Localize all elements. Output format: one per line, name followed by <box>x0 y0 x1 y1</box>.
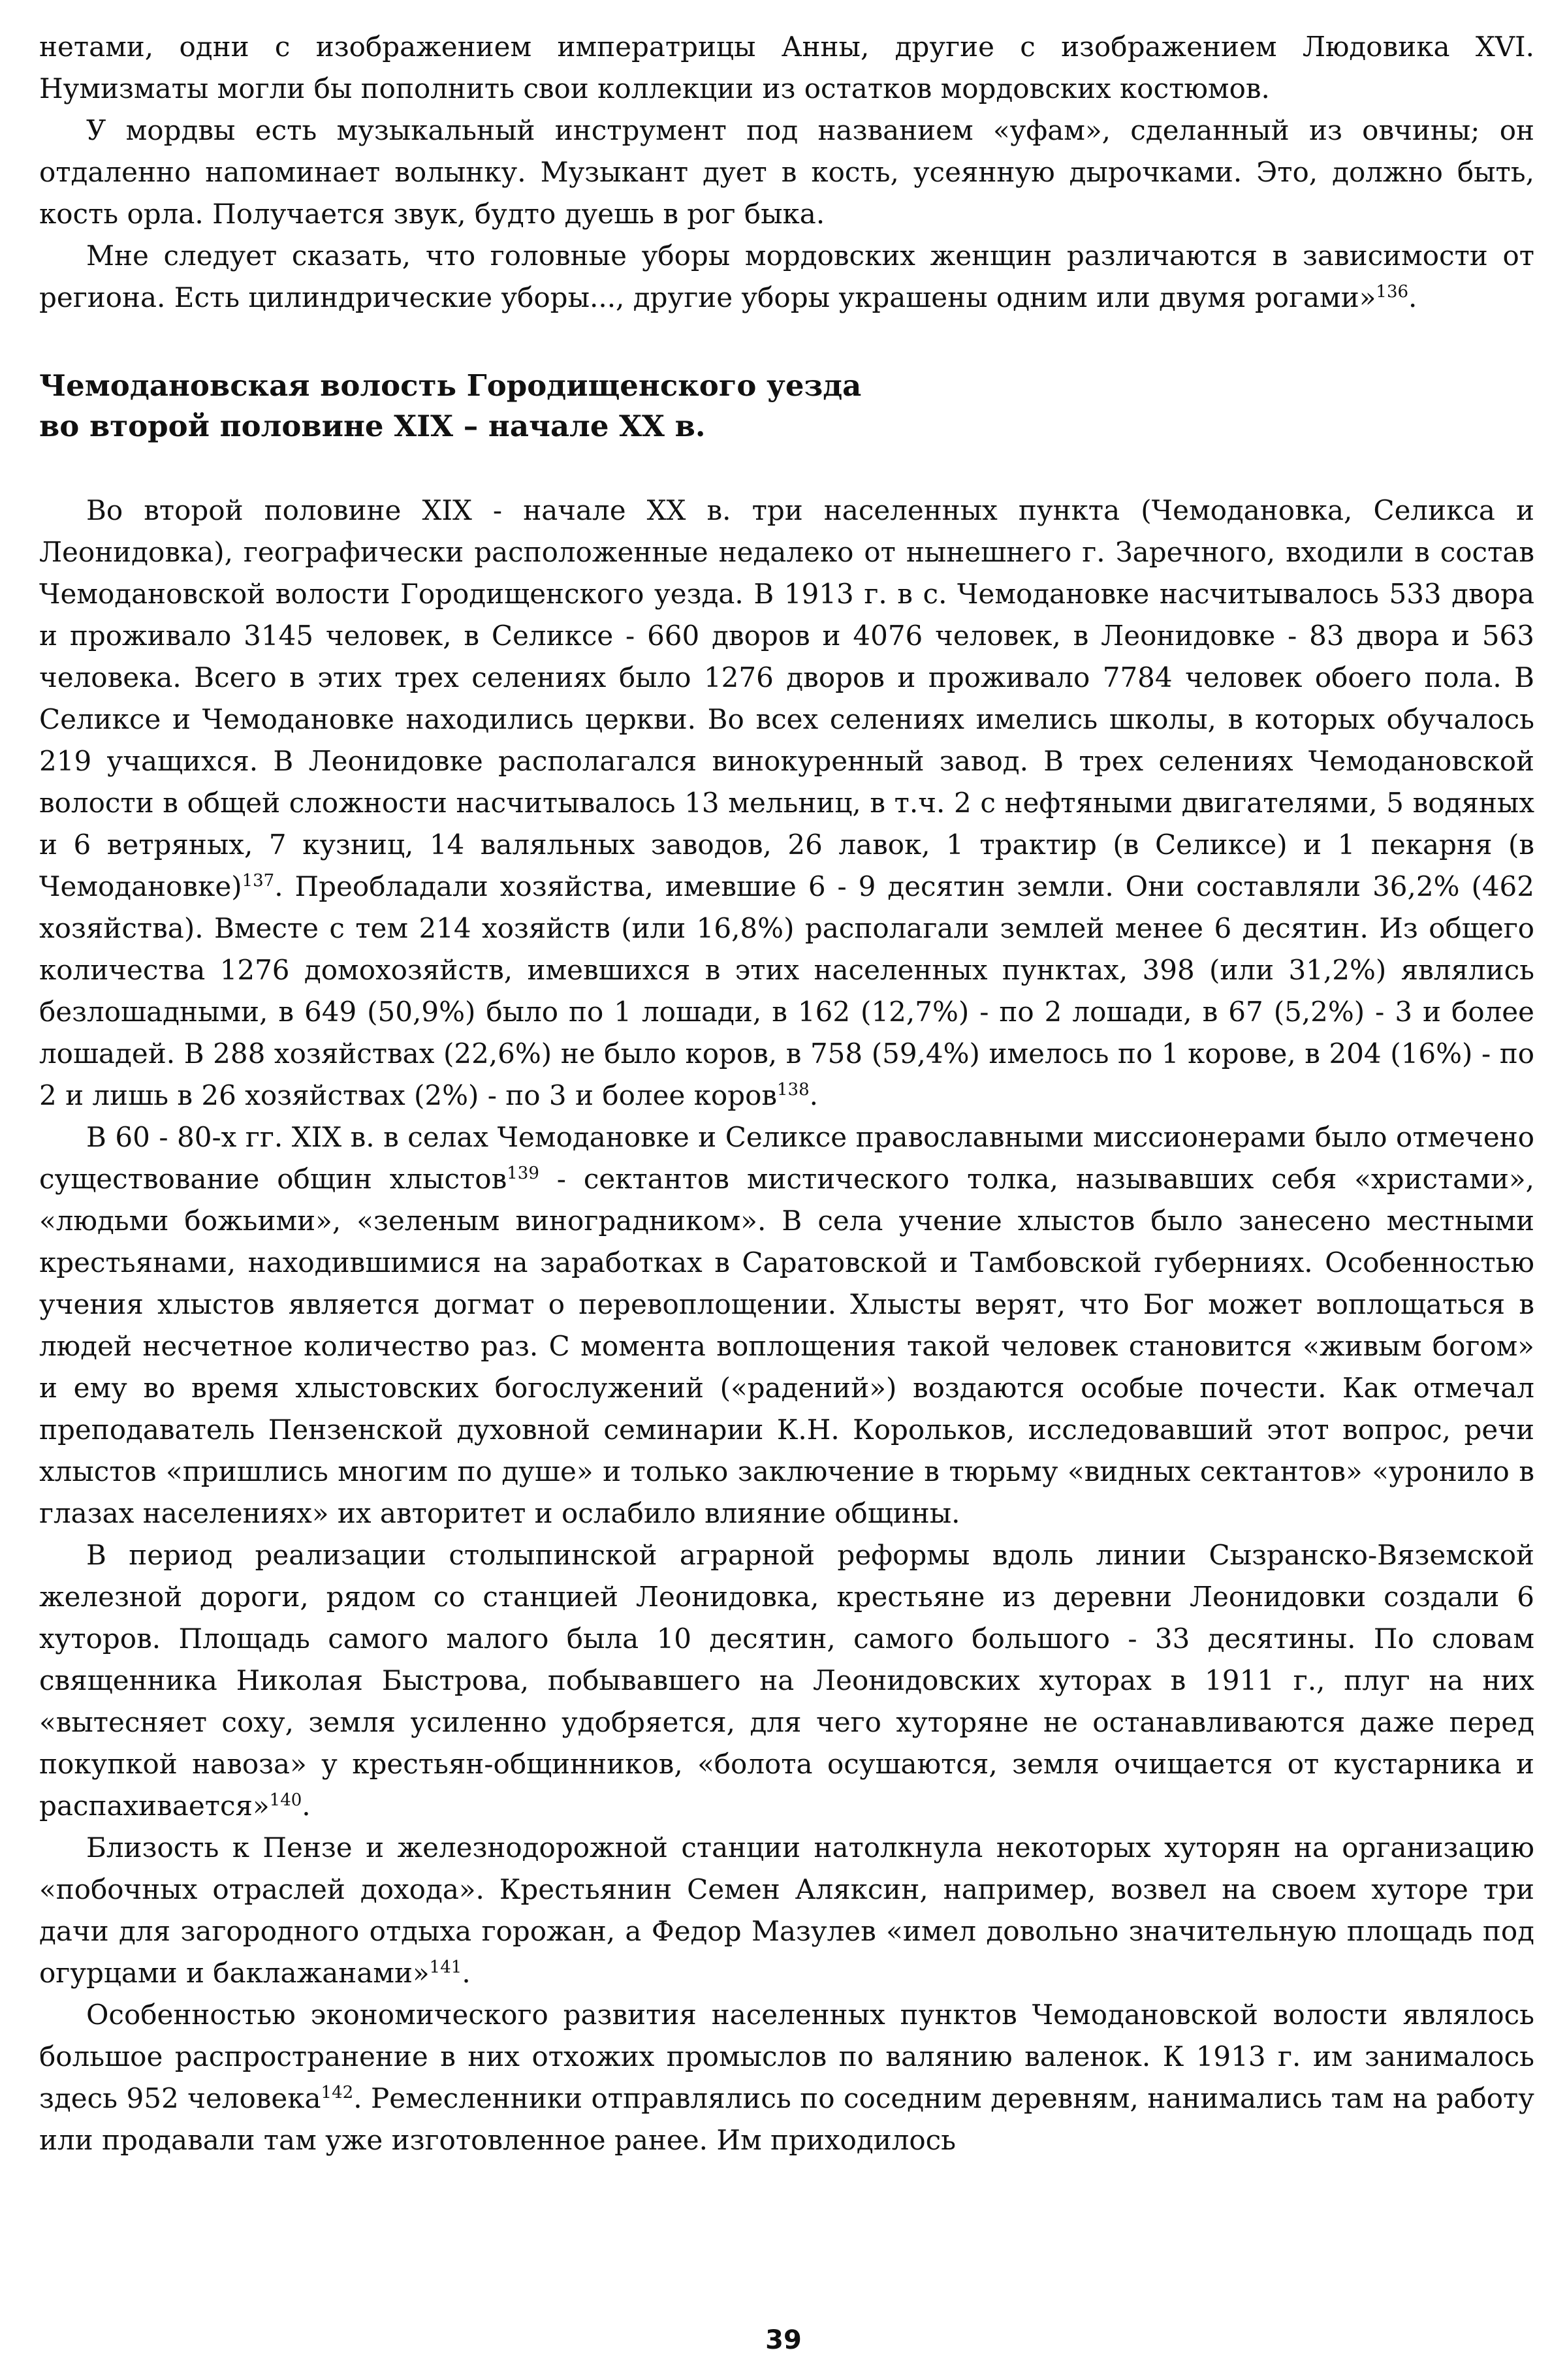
footnote-ref: 138 <box>777 1080 810 1100</box>
paragraph-khlysty: В 60 - 80-х гг. XIX в. в селах Чемодановке и Селиксе православными миссионерами было отмечено существование общин хлыстов$^{139}$ - сектантов мистического толка, называвших себя «христами», «людьми божьими», «зеленым виноградником». В села учение хлыстов было занесено местными крестьянами, находившимися на заработках в Саратовской и Тамбовской губерниях. Особенностью учения хлыстов является догмат о перевоплощении. Хлысты верят, что Бог может воплощаться в людей несчетное количество раз. С момента воплощения такой человек становится «живым богом» и ему во время хлыстовских богослужений («радений») воздаются особые почести. Как отмечал преподаватель Пензенской духовной семинарии К.Н. Корольков, исследовавший этот вопрос, речи хлыстов «пришлись многим по душе» и только заключение в тюрьму «видных сектантов» «уронило в глазах населениях» их авторитет и ослабило влияние общины. <box>39 1121 1534 1529</box>
paragraph-felt-boots: Особенностью экономического развития населенных пунктов Чемодановской волости являлось большое распространение в них отхожих промыслов по валянию валенок. К 1913 г. им занималось здесь 952 человека$^{142}$. Ремесленники отправлялись по соседним деревням, нанимались там на работу или продавали там уже изготовленное ранее. Им приходилось <box>39 1999 1534 2156</box>
footnote-ref: 140 <box>269 1790 302 1810</box>
footnote-ref: 142 <box>321 2083 354 2102</box>
footnote-ref: 141 <box>429 1958 462 1977</box>
footnote-ref: 136 <box>1376 282 1409 302</box>
page-number: 39 <box>765 2325 802 2355</box>
page-body <box>39 26 1534 2161</box>
paragraph-population: Во второй половине XIX - начале XX в. три населенных пункта (Чемодановка, Селикса и Леонидовка), географически расположенные недалеко от нынешнего г. Заречного, входили в состав Чемодановской волости Городищенского уезда. В 1913 г. в с. Чемодановке насчитывалось 533 двора и проживало 3145 человек, в Селиксе - 660 дворов и 4076 человек, в Леонидовке - 83 двора и 563 человека. Всего в этих трех селениях было 1276 дворов и проживало 7784 человек обоего пола. В Селиксе и Чемодановке находились церкви. Во всех селениях имелись школы, в которых обучалось 219 учащихся. В Леонидовке располагался винокуренный завод. В трех селениях Чемодановской волости в общей сложности насчитывалось 13 мельниц, в т.ч. 2 с нефтяными двигателями, 5 водяных и 6 ветряных, 7 кузниц, 14 валяльных заводов, 26 лавок, 1 трактир (в Селиксе) и 1 пекарня (в Чемодановке)$^{137}$. Преобладали хозяйства, имевшие 6 - 9 десятин земли. Они составляли 36,2% (462 хозяйства). Вместе с тем 214 хозяйств (или 16,8%) располагали землей менее 6 десятин. Из общего количества 1276 домохозяйств, имевшихся в этих населенных пунктах, 398 (или 31,2%) являлись безлошадными, в 649 (50,9%) было по 1 лошади, в 162 (12,7%) - по 2 лошади, в 67 (5,2%) - 3 и более лошадей. В 288 хозяйствах (22,6%) не было коров, в 758 (59,4%) имелось по 1 корове, в 204 (16%) - по 2 и лишь в 26 хозяйствах (2%) - по 3 и более коров$^{138}$. <box>39 494 1534 1111</box>
section-heading-line-1: Чемодановская волость Городищенского уезда <box>39 368 862 403</box>
paragraph-headdresses: Мне следует сказать, что головные уборы мордовских женщин различаются в зависимости от региона. Есть цилиндрические уборы..., другие уборы украшены одним или двумя рогами»$^{136}$. <box>39 240 1534 313</box>
paragraph-musical-instrument: У мордвы есть музыкальный инструмент под названием «уфам», сделанный из овчины; он отдаленно напоминает волынку. Музыкант дует в кость, усеянную дырочками. Это, должно быть, кость орла. Получается звук, будто дуешь в рог быка. <box>39 114 1534 230</box>
section-heading-line-2: во второй половине XIX – начале XX в. <box>39 409 706 443</box>
section-heading <box>39 366 1534 447</box>
footnote-ref: 137 <box>242 871 275 891</box>
paragraph-side-income: Близость к Пензе и железнодорожной станции натолкнула некоторых хуторян на организацию «побочных отраслей дохода». Крестьянин Семен Аляксин, например, возвел на своем хуторе три дачи для загородного отдыха горожан, а Федор Мазулев «имел довольно значительную площадь под огурцами и баклажанами»$^{141}$. <box>39 1832 1534 1989</box>
paragraph-continuation: нетами, одни с изображением императрицы Анны, другие с изображением Людовика XVI. Нумизматы могли бы пополнить свои коллекции из остатков мордовских костюмов. <box>39 31 1534 104</box>
paragraph-stolypin-reform: В период реализации столыпинской аграрной реформы вдоль линии Сызранско-Вяземской железной дороги, рядом со станцией Леонидовка, крестьяне из деревни Леонидовки создали 6 хуторов. Площадь самого малого была 10 десятин, самого большого - 33 десятины. По словам священника Николая Быстрова, побывавшего на Леонидовских хуторах в 1911 г., плуг на них «вытесняет соху, земля усиленно удобряется, для чего хуторяне не останавливаются даже перед покупкой навоза» у крестьян-общинников, «болота осушаются, земля очищается от кустарника и распахивается»$^{140}$. <box>39 1539 1534 1822</box>
footnote-ref: 139 <box>507 1164 539 1183</box>
